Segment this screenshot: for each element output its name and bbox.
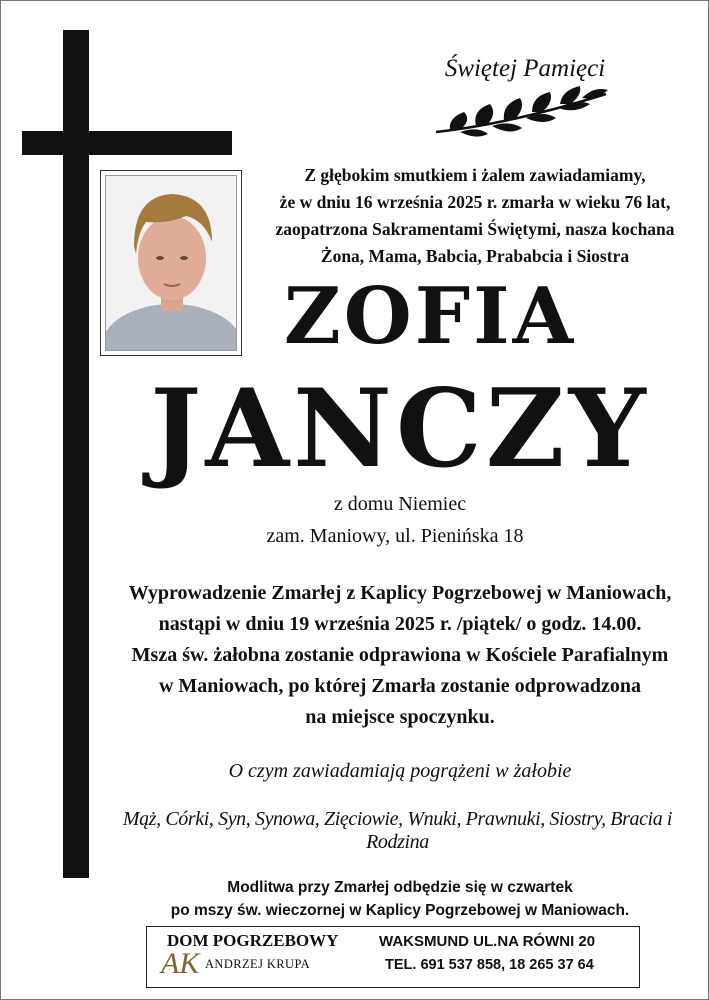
funeral-line: na miejsce spoczynku. <box>305 706 495 728</box>
funeral-home-logo: AK <box>161 947 200 980</box>
leaf-branch-icon <box>430 82 610 142</box>
funeral-details <box>100 578 700 733</box>
intro-line: że w dniu 16 września 2025 r. zmarła w wieku 76 lat, <box>279 192 671 212</box>
prayer-notice <box>100 876 700 922</box>
deceased-first-name: ZOFIA <box>283 271 577 362</box>
funeral-home-title: DOM POGRZEBOWY <box>167 931 339 950</box>
funeral-home-owner: ANDRZEJ KRUPA <box>205 957 311 971</box>
mourners-intro: O czym zawiadamiają pogrążeni w żałobie <box>228 760 572 782</box>
prayer-line: po mszy św. wieczornej w Kaplicy Pogrzebowej w Maniowach. <box>170 902 630 919</box>
funeral-home-box <box>146 926 640 988</box>
intro-line: Z głębokim smutkiem i żalem zawiadamiamy, <box>304 165 646 185</box>
funeral-home-address: WAKSMUND UL.NA RÓWNI 20 <box>379 933 596 950</box>
prayer-line: Modlitwa przy Zmarłej odbędzie się w czwartek <box>227 879 573 896</box>
memorial-heading: Świętej Pamięci <box>444 55 606 82</box>
cross-icon-arm <box>22 131 232 155</box>
relatives-list: Mąż, Córki, Syn, Synowa, Zięciowie, Wnuki, Prawnuki, Siostry, Bracia i Rodzina <box>122 808 673 853</box>
portrait-photo <box>100 170 242 356</box>
funeral-line: w Maniowach, po której Zmarła zostanie odprowadzona <box>158 675 642 697</box>
funeral-line: Wyprowadzenie Zmarłej z Kaplicy Pogrzebowej w Maniowach, <box>128 582 672 604</box>
cross-icon <box>63 30 89 878</box>
funeral-home-phones: TEL. 691 537 858, 18 265 37 64 <box>385 957 594 973</box>
announcement-intro <box>245 162 705 270</box>
funeral-line: nastąpi w dniu 19 września 2025 r. /piątek/ o godz. 14.00. <box>158 613 642 635</box>
intro-line: Żona, Mama, Babcia, Prababcia i Siostra <box>320 246 630 266</box>
deceased-last-name: JANCZY <box>150 366 650 492</box>
maiden-name: z domu Niemiec <box>333 493 467 515</box>
funeral-line: Msza św. żałobna zostanie odprawiona w Kościele Parafialnym <box>131 644 669 666</box>
deceased-address: zam. Maniowy, ul. Pienińska 18 <box>266 525 524 547</box>
intro-line: zaopatrzona Sakramentami Świętymi, nasza kochana <box>275 219 675 239</box>
